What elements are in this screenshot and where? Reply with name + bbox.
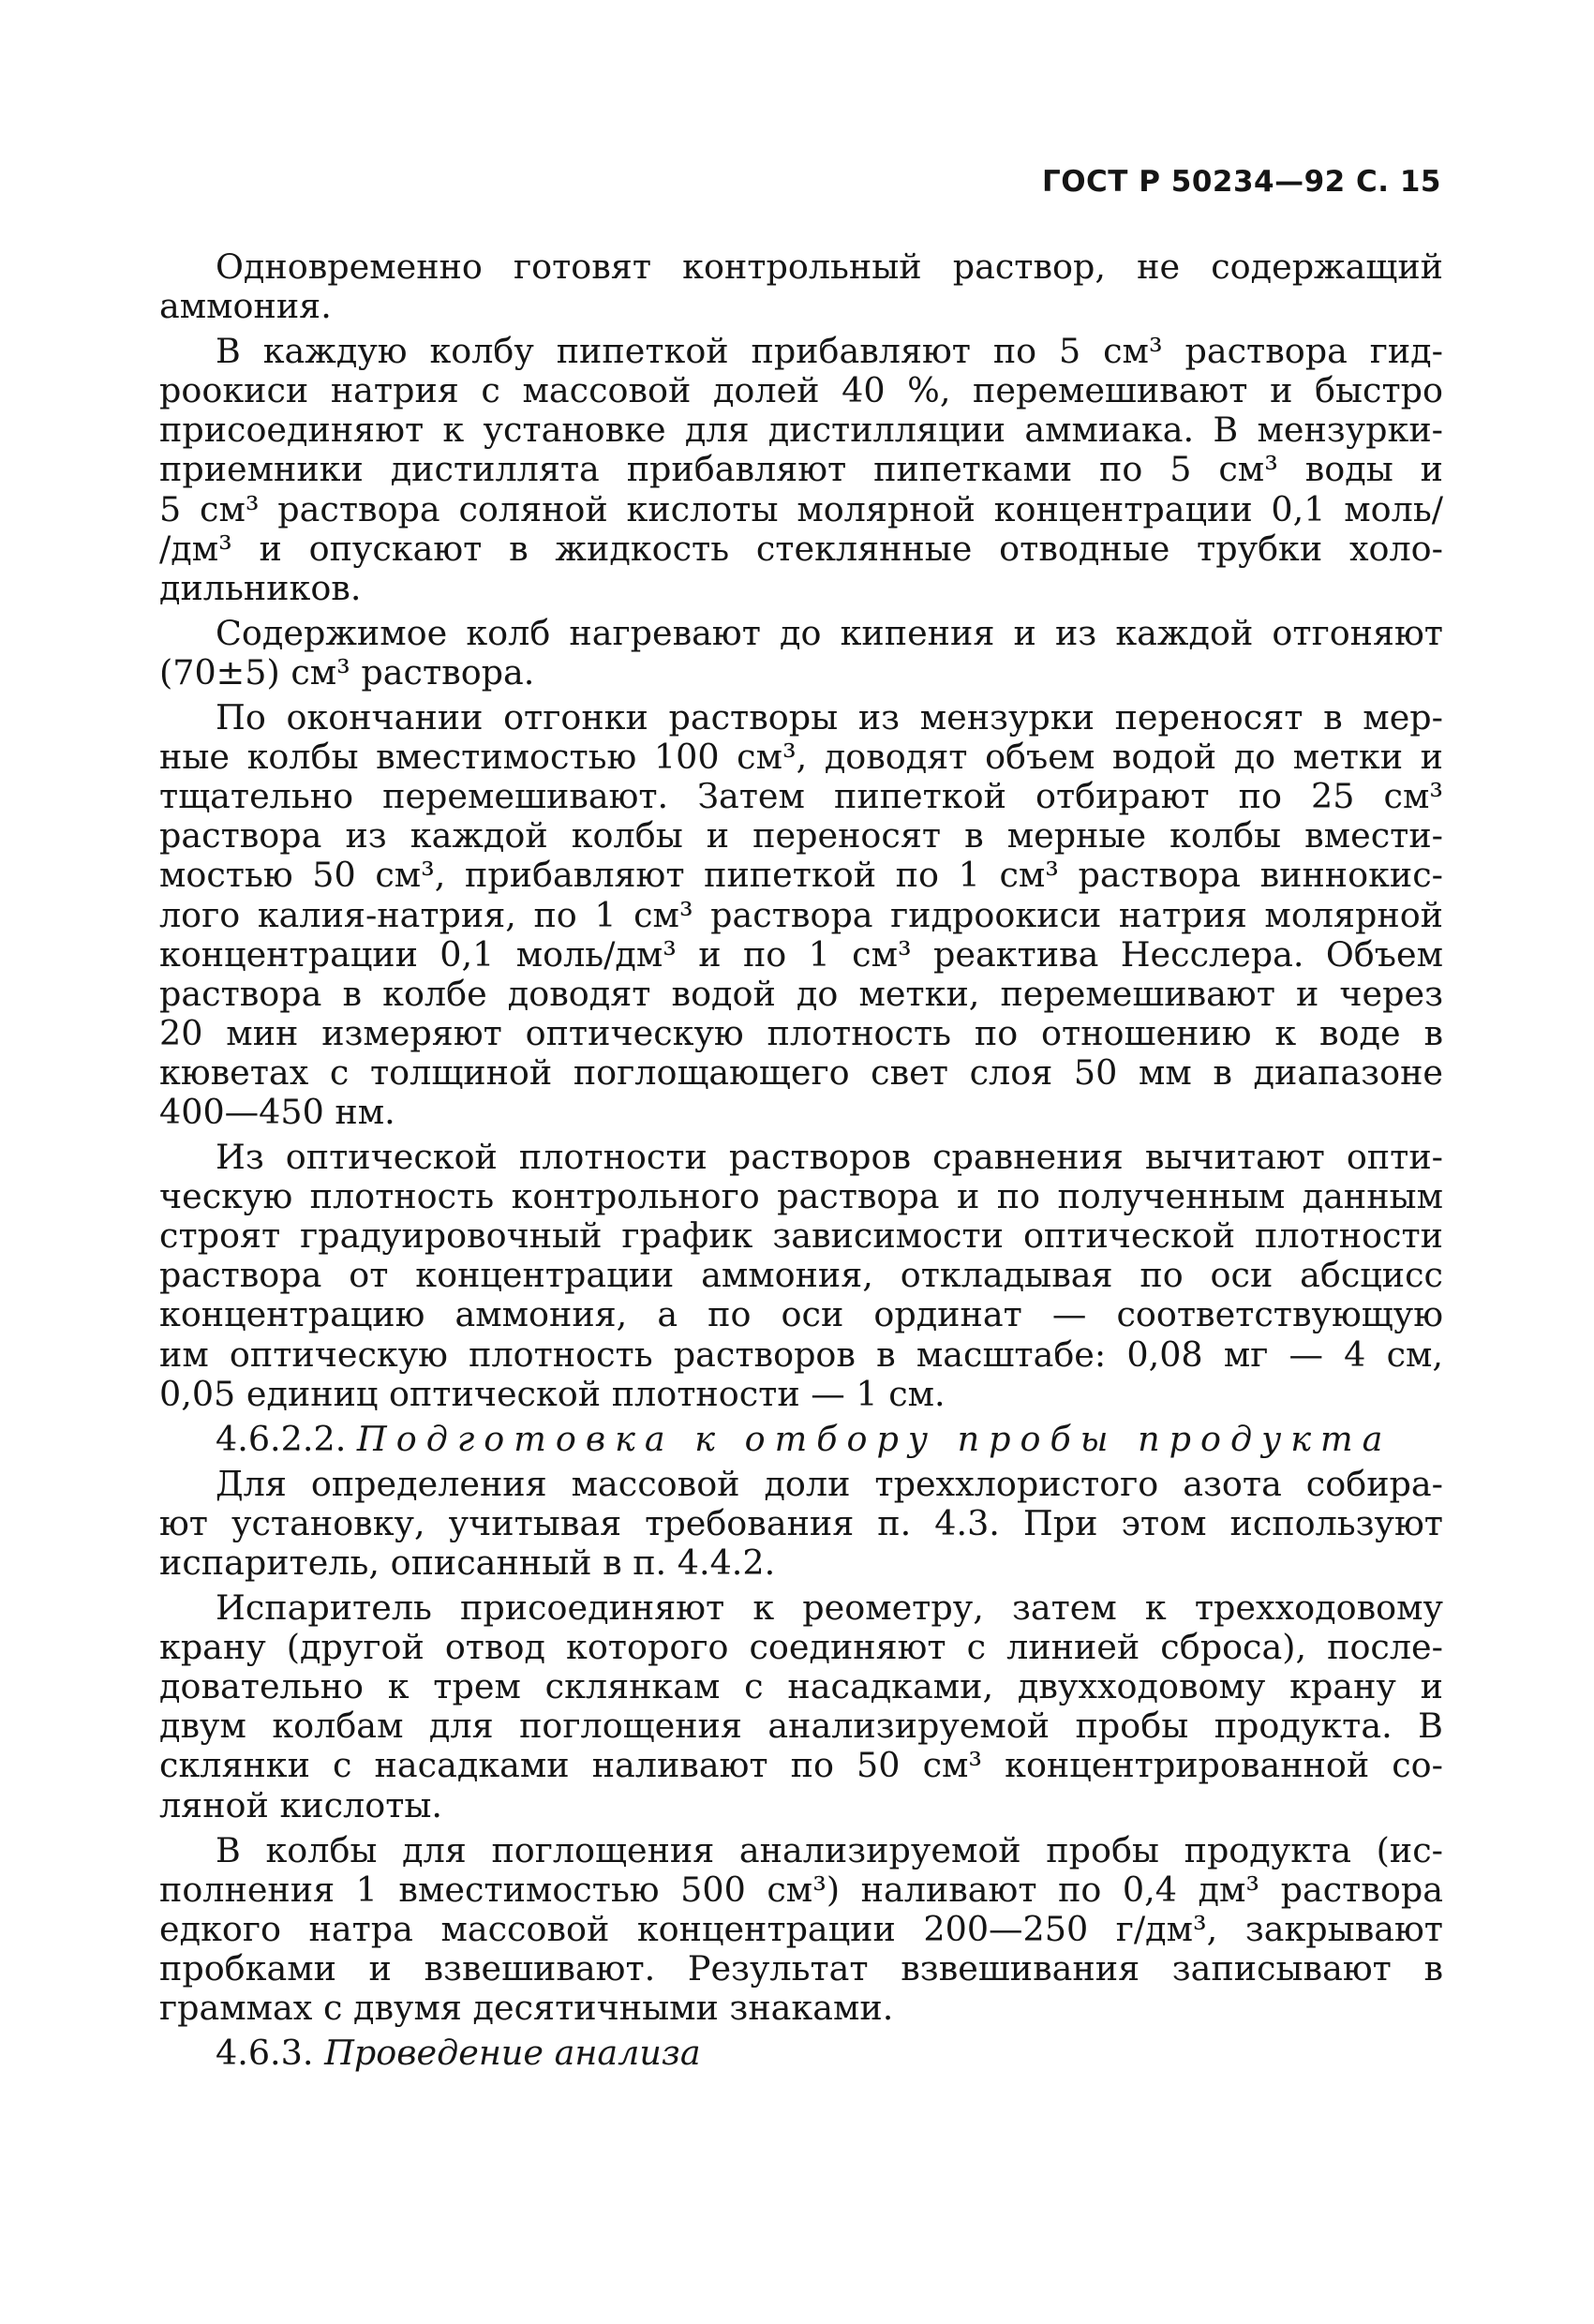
section-heading <box>159 2034 1443 2073</box>
paragraph <box>159 1138 1443 1414</box>
text-line: кюветах с толщиной поглощающего свет слоя 50 мм в диапазоне <box>159 1051 1443 1093</box>
text-line: В каждую колбу пипеткой прибавляют по 5 см³ раствора гид- <box>216 331 1443 372</box>
text-line: Одновременно готовят контрольный раствор, не содержащий <box>216 246 1443 287</box>
text-line: приемники дистиллята прибавляют пипетками по 5 см³ воды и <box>159 449 1443 490</box>
text-line: Из оптической плотности растворов сравнения вычитают опти- <box>216 1137 1443 1178</box>
text-line: двум колбам для поглощения анализируемой пробы продукта. В <box>159 1706 1443 1747</box>
section-title: Подготовка к отбору пробы продукта <box>356 1418 1393 1459</box>
running-header: ГОСТ Р 50234—92 С. 15 <box>1041 165 1441 199</box>
text-line: испаритель, описанный в п. 4.4.2. <box>159 1542 776 1583</box>
text-line: раствора из каждой колбы и переносят в мерные колбы вмести- <box>159 815 1443 857</box>
text-line: роокиси натрия с массовой долей 40 %, перемешивают и быстро <box>159 370 1443 411</box>
paragraph <box>159 332 1443 608</box>
heading-line <box>159 1420 1443 1459</box>
paragraph <box>159 1588 1443 1825</box>
text-line: лого калия-натрия, по 1 см³ раствора гидроокиси натрия молярной <box>159 894 1443 935</box>
text-line: По окончании отгонки растворы из мензурки переносят в мер- <box>216 697 1443 738</box>
text-line: довательно к трем склянкам с насадками, двухходовому крану и <box>159 1666 1443 1707</box>
text-line: 20 мин измеряют оптическую плотность по отношению к воде в <box>159 1012 1443 1053</box>
section-title: Проведение анализа <box>324 2033 701 2074</box>
paragraph <box>159 1831 1443 2028</box>
text-line: ют установку, учитывая требования п. 4.3. При этом используют <box>159 1502 1443 1543</box>
text-line: аммония. <box>159 286 332 327</box>
paragraph <box>159 614 1443 693</box>
text-line: концентрацию аммония, а по оси ординат — соответствующую <box>159 1294 1443 1335</box>
text-line: ческую плотность контрольного раствора и по полученным данным <box>159 1176 1443 1217</box>
text-line: дильников. <box>159 567 362 608</box>
heading-line <box>159 2034 1443 2073</box>
text-line: ные колбы вместимостью 100 см³, доводят объем водой до метки и <box>159 737 1443 778</box>
section-heading <box>159 1420 1443 1459</box>
text-line: В колбы для поглощения анализируемой пробы продукта (ис- <box>216 1829 1443 1870</box>
section-number: 4.6.3. <box>216 2033 314 2074</box>
text-line: ляной кислоты. <box>159 1784 443 1825</box>
text-line: раствора от концентрации аммония, откладывая по оси абсцисс <box>159 1255 1443 1296</box>
paragraph <box>159 698 1443 1132</box>
text-line: 400—450 нм. <box>159 1091 395 1132</box>
text-line: строят градуировочный график зависимости оптической плотности <box>159 1215 1443 1257</box>
text-line: /дм³ и опускают в жидкость стеклянные отводные трубки холо- <box>159 528 1443 569</box>
text-line: им оптическую плотность растворов в масштабе: 0,08 мг — 4 см, <box>159 1333 1443 1375</box>
document-body <box>159 247 1443 2078</box>
text-line: (70±5) см³ раствора. <box>159 651 535 693</box>
text-line: граммах с двумя десятичными знаками. <box>159 1988 894 2029</box>
text-line: присоединяют к установке для дистилляции аммиака. В мензурки- <box>159 410 1443 451</box>
text-line: крану (другой отвод которого соединяют с линией сброса), после- <box>159 1627 1443 1668</box>
text-line: концентрации 0,1 моль/дм³ и по 1 см³ реактива Несслера. Объем <box>159 933 1443 975</box>
text-line: Испаритель присоединяют к реометру, затем к трехходовому <box>216 1587 1443 1629</box>
text-line: полнения 1 вместимостью 500 см³) наливают по 0,4 дм³ раствора <box>159 1869 1443 1910</box>
text-line: склянки с насадками наливают по 50 см³ концентрированной со- <box>159 1745 1443 1786</box>
text-line: едкого натра массовой концентрации 200—250 г/дм³, закрывают <box>159 1908 1443 1949</box>
text-line: раствора в колбе доводят водой до метки, перемешивают и через <box>159 973 1443 1014</box>
text-line: Содержимое колб нагревают до кипения и из каждой отгоняют <box>216 612 1443 653</box>
section-number: 4.6.2.2. <box>216 1418 347 1459</box>
paragraph <box>159 1465 1443 1583</box>
paragraph <box>159 247 1443 326</box>
text-line: Для определения массовой доли треххлористого азота собира- <box>216 1463 1443 1504</box>
text-line: 5 см³ раствора соляной кислоты молярной концентрации 0,1 моль/ <box>159 488 1443 529</box>
text-line: 0,05 единиц оптической плотности — 1 см. <box>159 1373 946 1414</box>
text-line: тщательно перемешивают. Затем пипеткой отбирают по 25 см³ <box>159 776 1443 817</box>
text-line: мостью 50 см³, прибавляют пипеткой по 1 см³ раствора виннокис- <box>159 855 1443 896</box>
text-line: пробками и взвешивают. Результат взвешивания записывают в <box>159 1947 1443 1989</box>
